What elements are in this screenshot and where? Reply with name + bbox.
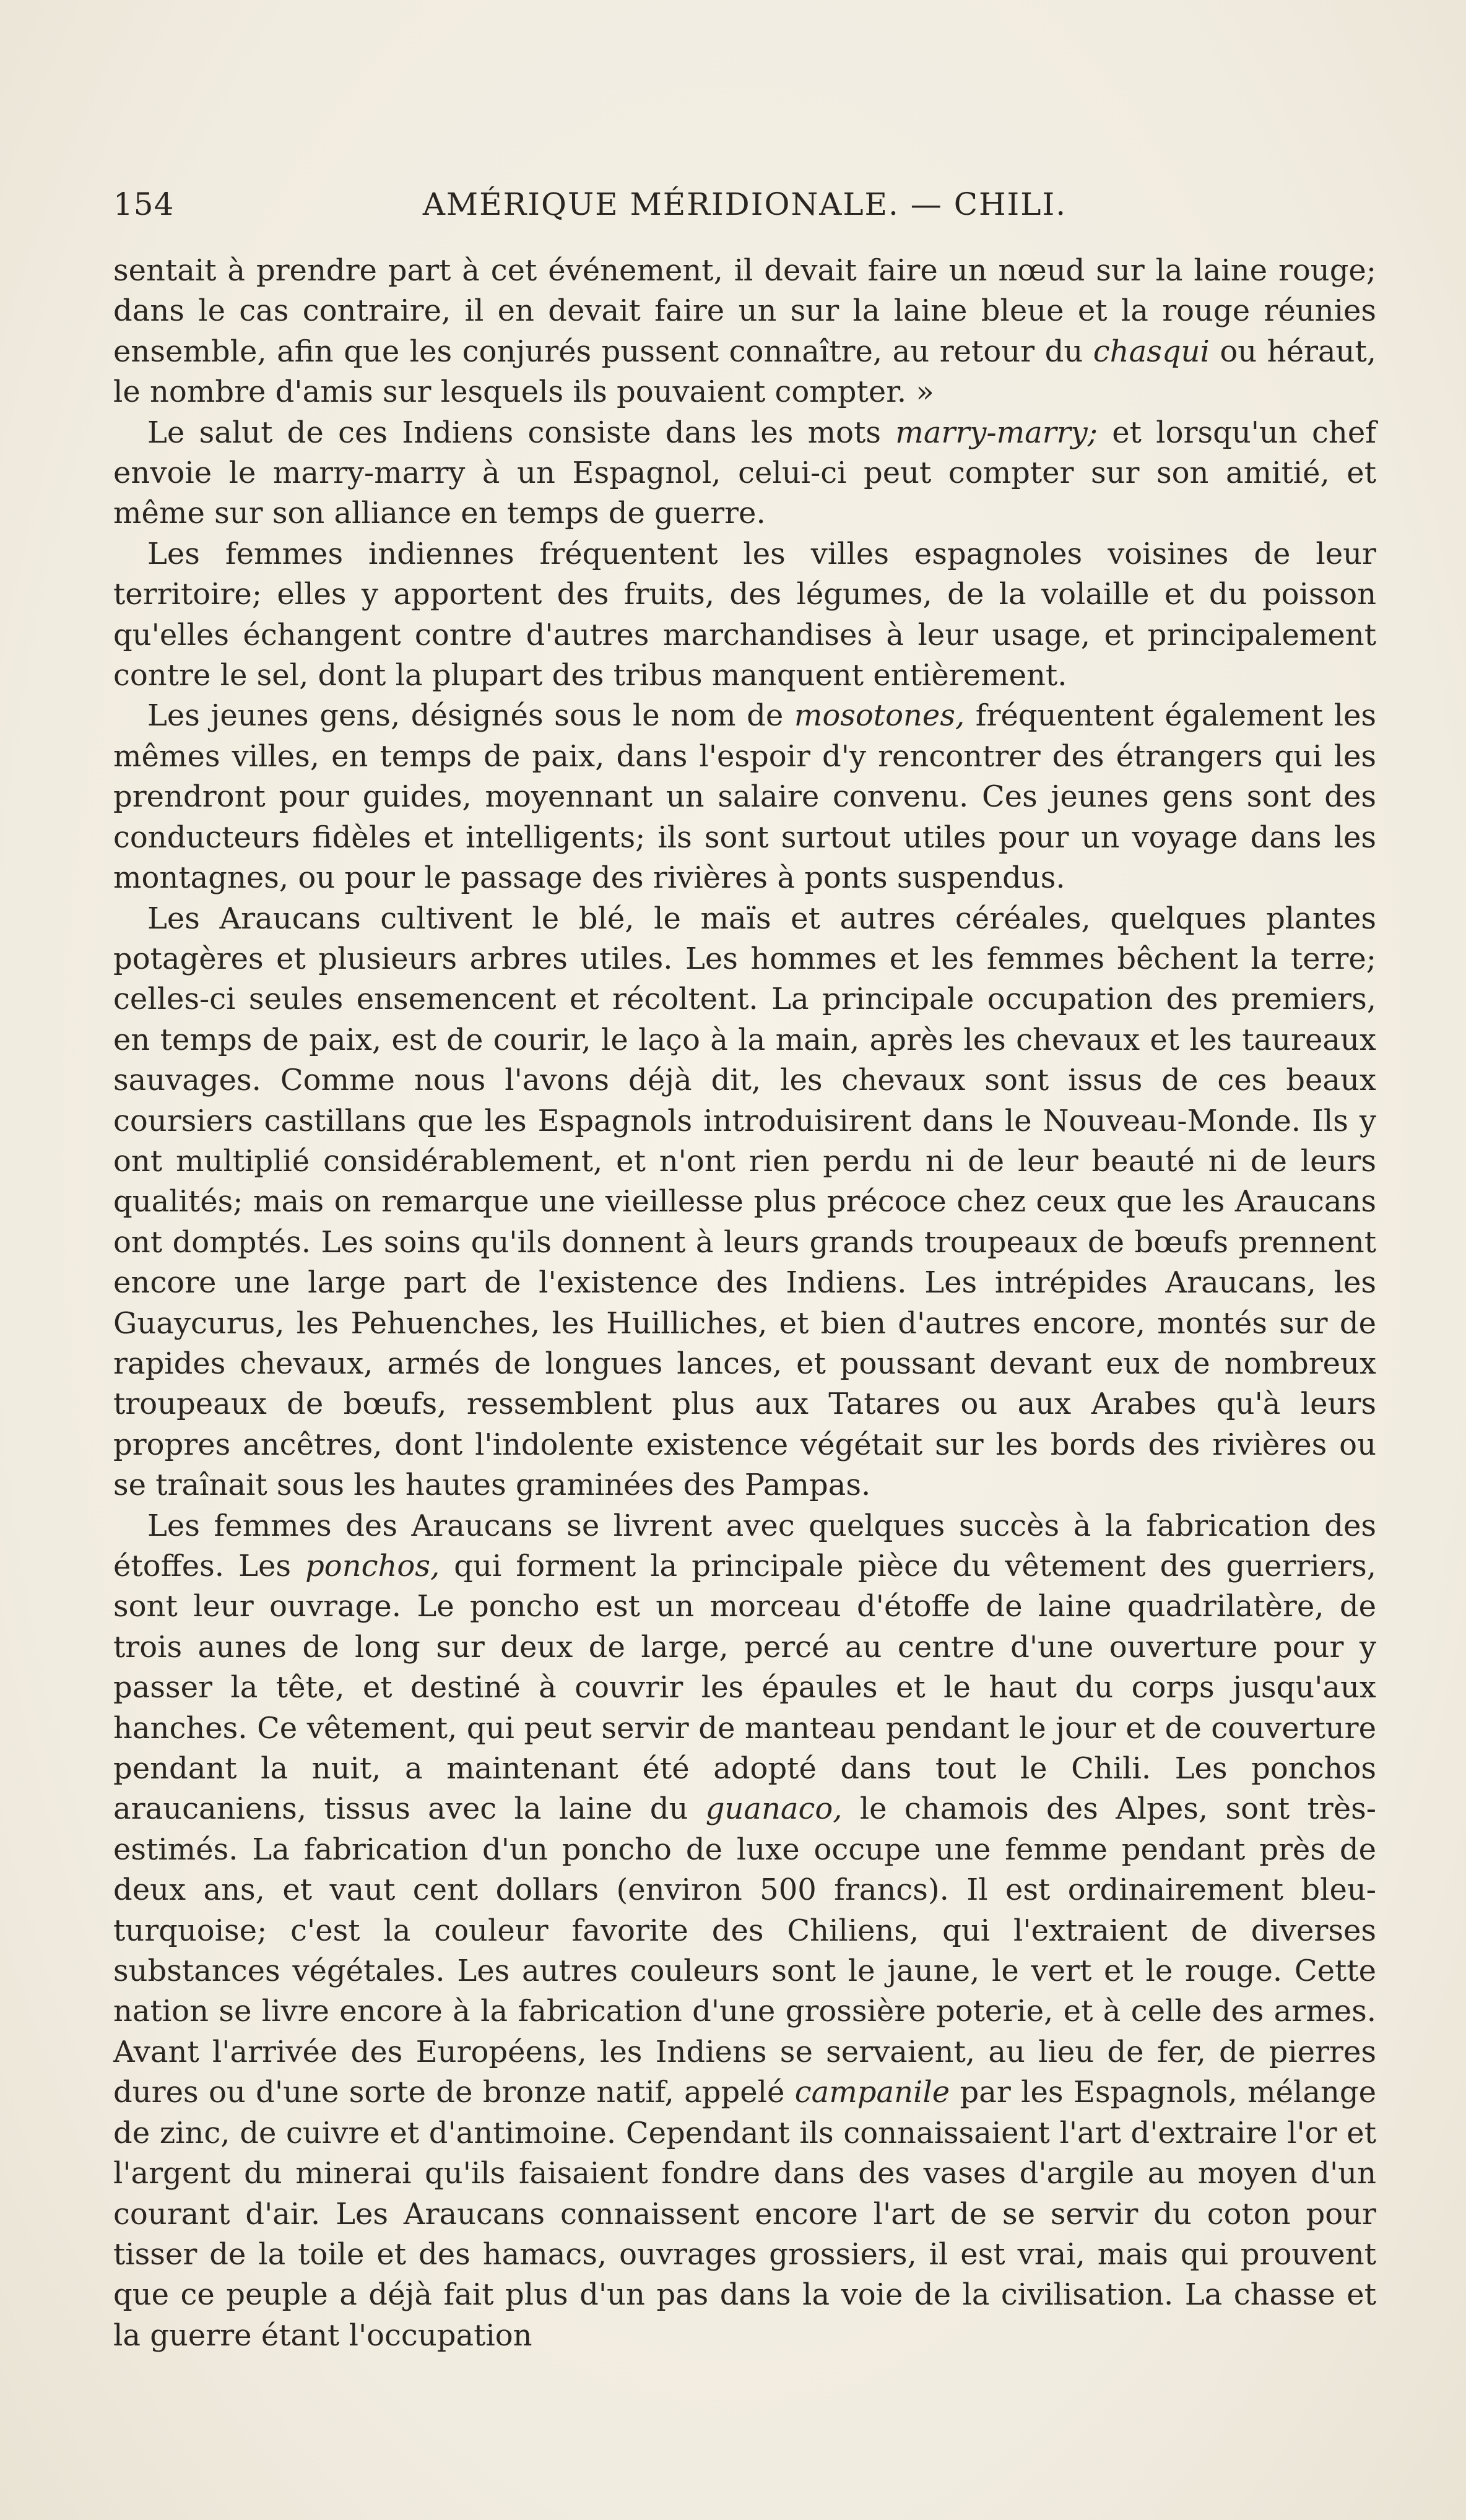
text-run: Les femmes indiennes fréquentent les villes espagnoles voisines de leur territoire; elles y apportent des fruits, des légumes, de la volaille et du poisson qu'elles échangent contre d'autres marchandises à leur usage, et principalement contre le sel, dont la plupart des tribus manquent entièrement.	[113, 536, 1376, 693]
page-header	[113, 180, 1376, 229]
text-run: qui forment la principale pièce du vêtement des guerriers, sont leur ouvrage. Le poncho est un morceau d'étoffe de laine quadrilatère, de trois aunes de long sur deux de large, percé au centre d'une ouverture pour y passer la tête, et destiné à couvrir les épaules et le haut du corps jusqu'aux hanches. Ce vêtement, qui peut servir de manteau pendant le jour et de couverture pendant la nuit, a maintenant été adopté dans tout le Chili. Les ponchos araucaniens, tissus avec la laine du	[113, 1549, 1376, 1827]
paragraph	[113, 413, 1376, 534]
italic-term: mosotones,	[794, 698, 965, 734]
running-title: AMÉRIQUE MÉRIDIONALE. — CHILI.	[422, 186, 1067, 222]
paragraph	[113, 534, 1376, 696]
page-number: 154	[113, 186, 175, 222]
text-run: Les jeunes gens, désignés sous le nom de	[147, 698, 794, 734]
text-run: Les Araucans cultivent le blé, le maïs et autres céréales, quelques plantes potagères et plusieurs arbres utiles. Les hommes et les femmes bêchent la terre; celles-ci seules ensemencent et récoltent. La principale occupation des premiers, en temps de paix, est de courir, le laço à la main, après les chevaux et les taureaux sauvages. Comme nous l'avons déjà dit, les chevaux sont issus de ces beaux coursiers castillans que les Espagnols introduisirent dans le Nouveau-Monde. Ils y ont multiplié considérablement, et n'ont rien perdu ni de leur beauté ni de leurs qualités; mais on remarque une vieillesse plus précoce chez ceux que les Araucans ont domptés. Les soins qu'ils donnent à leurs grands troupeaux de bœufs prennent encore une large part de l'existence des Indiens. Les intrépides Araucans, les Guaycurus, les Pehuenches, les Huilliches, et bien d'autres encore, montés sur de rapides chevaux, armés de longues lances, et poussant devant eux de nombreux troupeaux de bœufs, ressemblent plus aux Tatares ou aux Arabes qu'à leurs propres ancêtres, dont l'indolente existence végétait sur les bords des rivières ou se traînait sous les hautes graminées des Pampas.	[113, 901, 1376, 1503]
italic-term: guanaco,	[705, 1791, 843, 1827]
text-run: le chamois des Alpes, sont très-estimés. La fabrication d'un poncho de luxe occupe une femme pendant près de deux ans, et vaut cent dollars (environ 500 francs). Il est ordinairement bleu-turquoise; c'est la couleur favorite des Chiliens, qui l'extraient de diverses substances végétales. Les autres couleurs sont le jaune, le vert et le rouge. Cette nation se livre encore à la fabrication d'une grossière poterie, et à celle des armes. Avant l'arrivée des Européens, les Indiens se servaient, au lieu de fer, de pierres dures ou d'une sorte de bronze natif, appelé	[113, 1791, 1376, 2110]
paragraph	[113, 1506, 1376, 2357]
body-text	[113, 251, 1376, 2356]
italic-term: marry-marry;	[895, 415, 1098, 450]
text-run: et lorsqu'un chef envoie le marry-marry à un Espagnol, celui-ci peut compter sur son amitié, et même sur son alliance en temps de guerre.	[113, 415, 1376, 531]
italic-term: ponchos,	[305, 1549, 440, 1583]
text-run: par les Espagnols, mélange de zinc, de cuivre et d'antimoine. Cependant ils connaissaient l'art d'extraire l'or et l'argent du minerai qu'ils faisaient fondre dans des vases d'argile au moyen d'un courant d'air. Les Araucans connaissent encore l'art de se servir du coton pour tisser de la toile et des hamacs, ouvrages grossiers, il est vrai, mais qui prouvent que ce peuple a déjà fait plus d'un pas dans la voie de la civilisation. La chasse et la guerre étant l'occupation	[113, 2075, 1377, 2353]
text-run: Les femmes des Araucans se livrent avec quelques succès à la fabrication des étoffes. Les	[113, 1508, 1376, 1583]
text-run: fréquentent également les mêmes villes, en temps de paix, dans l'espoir d'y rencontrer des étrangers qui les prendront pour guides, moyennant un salaire convenu. Ces jeunes gens sont des conducteurs fidèles et intelligents; ils sont surtout utiles pour un voyage dans les montagnes, ou pour le passage des rivières à ponts suspendus.	[113, 698, 1376, 896]
text-run: Le salut de ces Indiens consiste dans les mots	[147, 415, 896, 450]
text-run: sentait à prendre part à cet événement, il devait faire un nœud sur la laine rouge; dans le cas contraire, il en devait faire un sur la laine bleue et la rouge réunies ensemble, afin que les conjurés pussent connaître, au retour du	[113, 253, 1376, 369]
italic-term: campanile	[794, 2075, 950, 2110]
italic-term: chasqui	[1093, 334, 1210, 369]
paragraph	[113, 899, 1376, 1506]
paragraph	[113, 251, 1376, 413]
text-run: ou héraut, le nombre d'amis sur lesquels ils pouvaient compter. »	[113, 334, 1377, 410]
paragraph	[113, 696, 1376, 898]
